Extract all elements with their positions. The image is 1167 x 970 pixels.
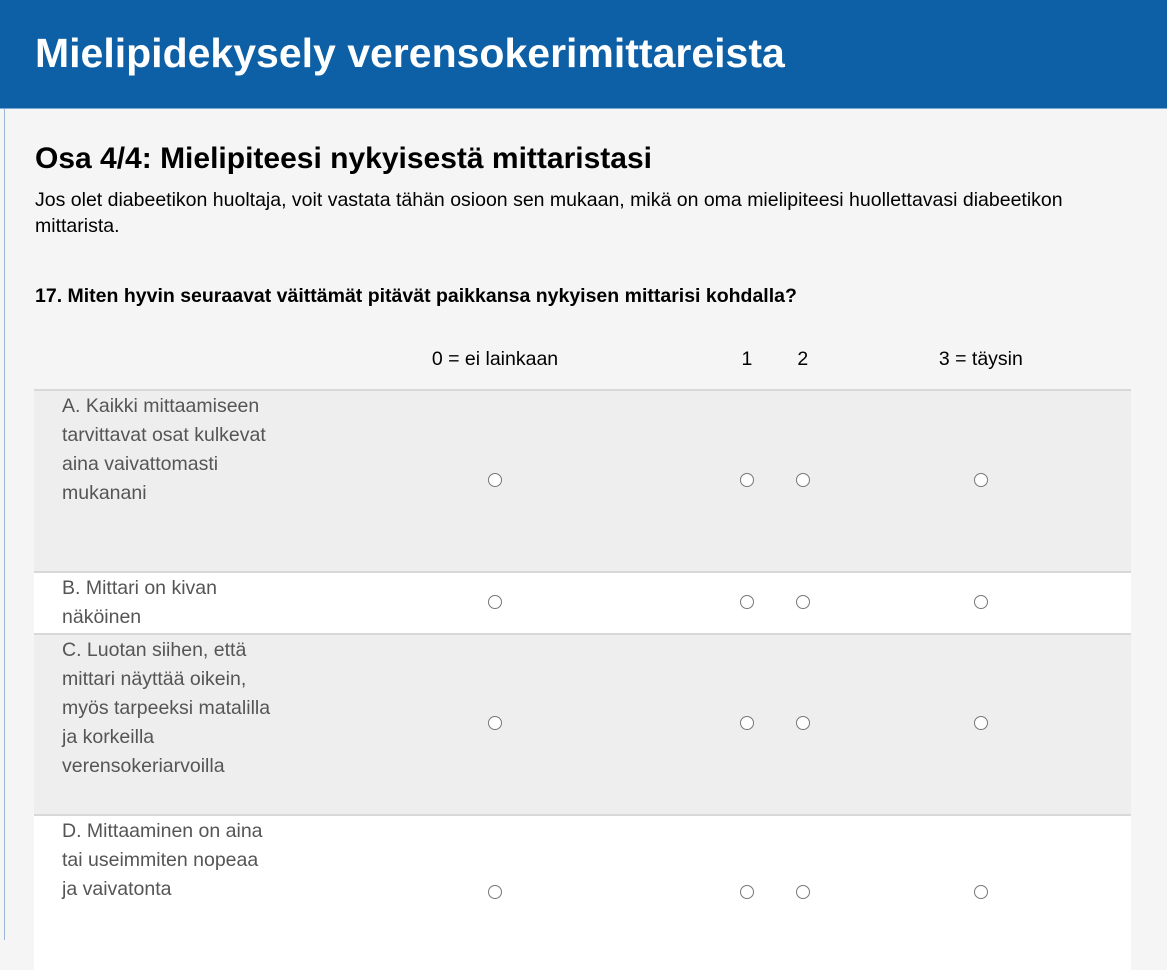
option-cell — [775, 634, 831, 815]
option-cell — [719, 390, 775, 572]
option-cell — [831, 390, 1131, 572]
option-cell — [719, 815, 775, 970]
radio-option-2[interactable] — [796, 716, 810, 730]
survey-header — [0, 0, 1167, 109]
radio-option-3[interactable] — [974, 473, 988, 487]
option-cell — [775, 572, 831, 634]
radio-option-0[interactable] — [488, 473, 502, 487]
row-label-header — [34, 330, 271, 390]
matrix-row — [34, 572, 1131, 634]
radio-option-3[interactable] — [974, 595, 988, 609]
option-cell — [271, 815, 719, 970]
scale-label: 1 — [741, 348, 753, 370]
option-cell — [831, 572, 1131, 634]
radio-option-2[interactable] — [796, 473, 810, 487]
option-cell — [775, 390, 831, 572]
radio-option-2[interactable] — [796, 595, 810, 609]
section-title: Osa 4/4: Mielipiteesi nykyisestä mittaristasi — [35, 142, 652, 175]
radio-option-3[interactable] — [974, 716, 988, 730]
row-label: B. Mittari on kivan näköinen — [34, 572, 271, 634]
radio-option-3[interactable] — [974, 885, 988, 899]
option-cell — [719, 634, 775, 815]
radio-option-0[interactable] — [488, 885, 502, 899]
option-cell — [831, 815, 1131, 970]
section-description: Jos olet diabeetikon huoltaja, voit vastata tähän osioon sen mukaan, mikä on oma mielipiteesi huollettavasi diabeetikon mittarista. — [35, 189, 1063, 237]
radio-option-1[interactable] — [740, 473, 754, 487]
option-cell — [831, 634, 1131, 815]
radio-option-1[interactable] — [740, 885, 754, 899]
row-label: A. Kaikki mittaamiseen tarvittavat osat kulkevat aina vaivattomasti mukanani — [34, 390, 271, 572]
matrix-row — [34, 815, 1131, 970]
radio-option-0[interactable] — [488, 716, 502, 730]
scale-label: 2 — [797, 348, 809, 370]
scale-label: 3 = täysin — [938, 348, 1023, 370]
question-title: 17. Miten hyvin seuraavat väittämät pitävät paikkansa nykyisen mittarisi kohdalla? — [35, 285, 797, 307]
option-cell — [271, 572, 719, 634]
option-cell — [271, 634, 719, 815]
row-label: C. Luotan siihen, että mittari näyttää oikein, myös tarpeeksi matalilla ja korkeilla verensokeriarvoilla — [34, 634, 271, 815]
radio-option-0[interactable] — [488, 595, 502, 609]
survey-title: Mielipidekysely verensokerimittareista — [35, 30, 785, 76]
radio-option-1[interactable] — [740, 595, 754, 609]
option-cell — [719, 572, 775, 634]
radio-option-2[interactable] — [796, 885, 810, 899]
rating-matrix — [34, 330, 1131, 970]
row-label: D. Mittaaminen on aina tai useimmiten nopeaa ja vaivatonta — [34, 815, 271, 970]
radio-option-1[interactable] — [740, 716, 754, 730]
option-cell — [775, 815, 831, 970]
option-cell — [271, 390, 719, 572]
matrix-row — [34, 634, 1131, 815]
scale-label: 0 = ei lainkaan — [431, 348, 559, 370]
matrix-row — [34, 390, 1131, 572]
